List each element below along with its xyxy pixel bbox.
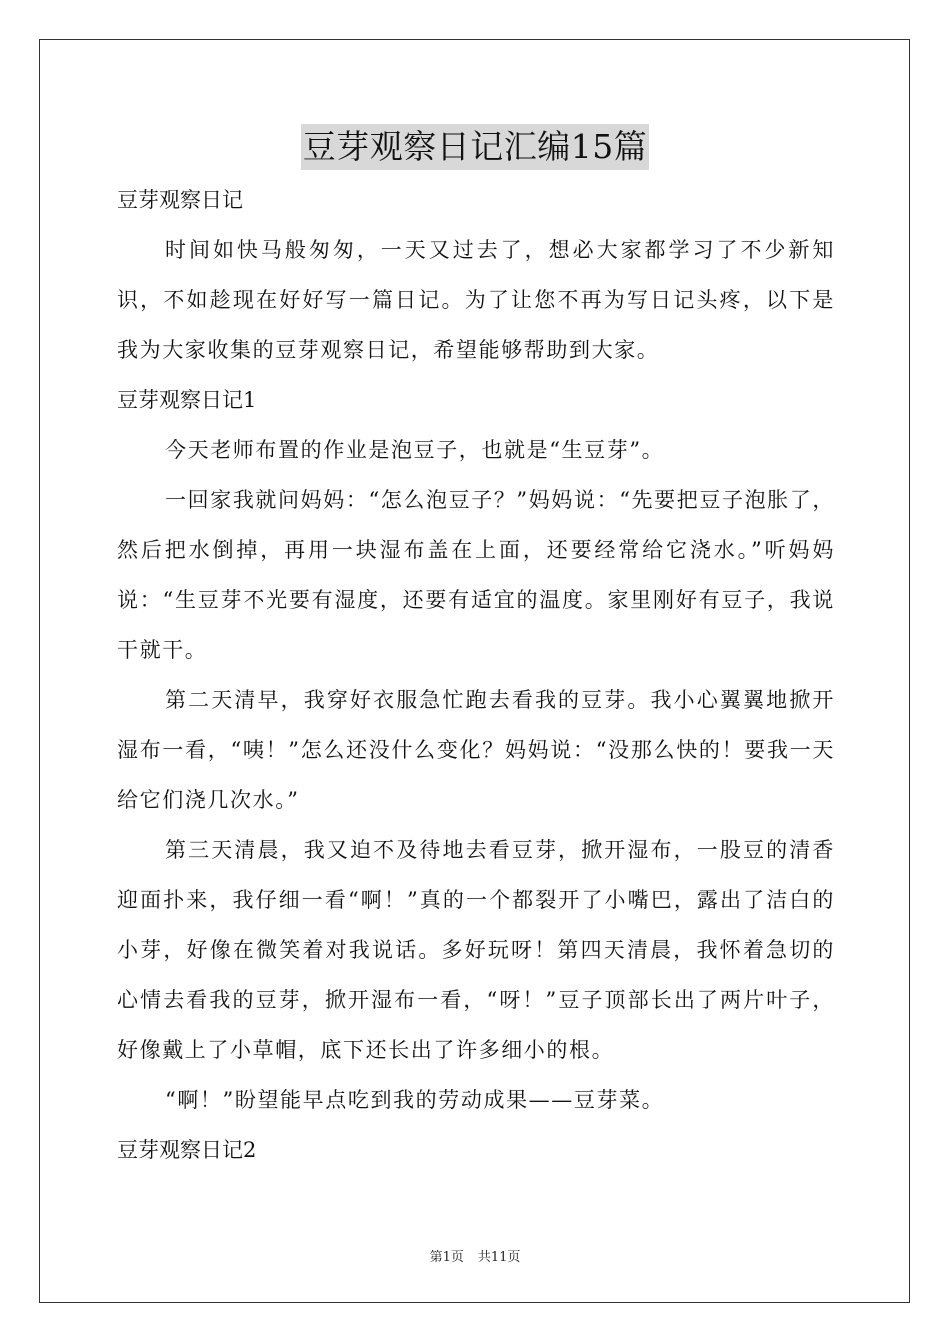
paragraph: 一回家我就问妈妈：“怎么泡豆子？”妈妈说：“先要把豆子泡胀了，然后把水倒掉，再用一块湿布盖在上面，还要经常给它浇水。”听妈妈说：“生豆芽不光要有湿度，还要有适宜的温度。家里刚好有豆子，我说干就干。: [117, 488, 835, 662]
page-footer: [0, 1249, 950, 1267]
document-body: [117, 175, 835, 1175]
section-heading: 豆芽观察日记1: [117, 388, 257, 412]
title-area: [0, 124, 950, 170]
paragraph: 第三天清晨，我又迫不及待地去看豆芽，掀开湿布，一股豆的清香迎面扑来，我仔细一看“啊！”真的一个都裂开了小嘴巴，露出了洁白的小芽，好像在微笑着对我说话。多好玩呀！第四天清晨，我怀着急切的心情去看我的豆芽，掀开湿布一看，“呀！”豆子顶部长出了两片叶子，好像戴上了小草帽，底下还长出了许多细小的根。: [117, 838, 835, 1062]
page-number: 第1页: [429, 1250, 464, 1265]
document-title: 豆芽观察日记汇编15篇: [301, 124, 650, 170]
paragraph: “啊！”盼望能早点吃到我的劳动成果——豆芽菜。: [165, 1088, 665, 1112]
paragraph: 今天老师布置的作业是泡豆子，也就是“生豆芽”。: [165, 438, 665, 462]
section-heading: 豆芽观察日记: [117, 188, 243, 212]
paragraph: 时间如快马般匆匆，一天又过去了，想必大家都学习了不少新知识，不如趁现在好好写一篇日记。为了让您不再为写日记头疼，以下是我为大家收集的豆芽观察日记，希望能够帮助到大家。: [117, 238, 835, 362]
section-heading: 豆芽观察日记2: [117, 1138, 257, 1162]
page-total: 共11页: [477, 1250, 521, 1265]
paragraph: 第二天清早，我穿好衣服急忙跑去看我的豆芽。我小心翼翼地掀开湿布一看，“咦！”怎么还没什么变化？妈妈说：“没那么快的！要我一天给它们浇几次水。”: [117, 688, 835, 812]
